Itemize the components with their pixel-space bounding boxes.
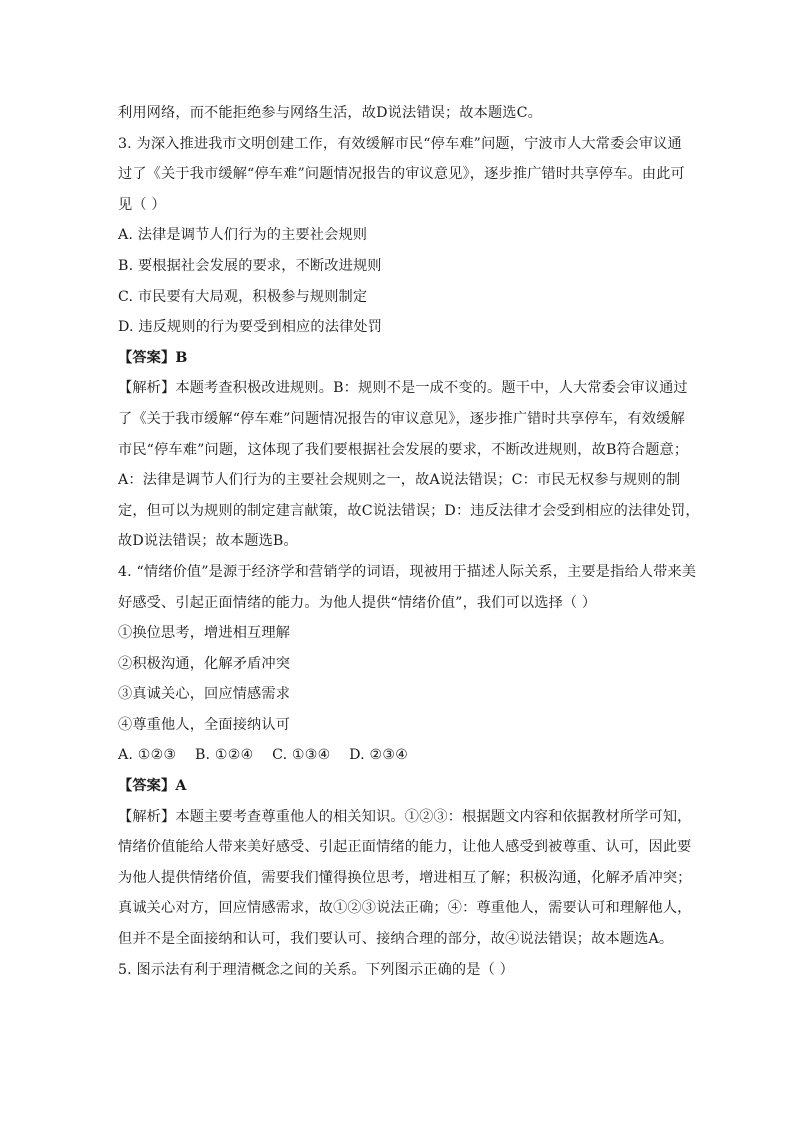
analysis-text: 为他人提供情绪价值，需要我们懂得换位思考，增进相互了解；积极沟通，化解矛盾冲突； bbox=[118, 869, 692, 886]
text-line: 利用网络，而不能拒绝参与网络生活，故D说法错误；故本题选C。 bbox=[118, 105, 542, 121]
document-page bbox=[118, 98, 700, 985]
statement-item: ④尊重他人，全面接纳认可 bbox=[118, 716, 291, 733]
statement-item: ③真诚关心，回应情感需求 bbox=[118, 686, 291, 703]
question-4-stem: 好感受、引起正面情绪的能力。为他人提供“情绪价值”，我们可以选择（ ） bbox=[118, 594, 597, 611]
question-5-stem: 5. 图示法有利于理清概念之间的关系。下列图示正确的是（ ） bbox=[118, 961, 514, 978]
analysis-text: 但并不是全面接纳和认可，我们要认可、接纳合理的部分，故④说法错误；故本题选A。 bbox=[118, 931, 674, 948]
analysis-text: 定，但可以为规则的制定建言献策，故C说法错误；D：违反法律才会受到相应的法律处罚， bbox=[118, 502, 700, 519]
option-a: A. 法律是调节人们行为的主要社会规则 bbox=[118, 227, 368, 244]
answer-label: 【答案】A bbox=[118, 778, 187, 795]
question-3-stem: 见（ ） bbox=[118, 196, 166, 213]
analysis-text: 故D说法错误；故本题选B。 bbox=[118, 533, 298, 550]
analysis-text: 【解析】本题主要考查尊重他人的相关知识。①②③：根据题文内容和依据教材所学可知， bbox=[118, 808, 692, 825]
question-3-stem: 3. 为深入推进我市文明创建工作，有效缓解市民“停车难”问题，宁波市人大常委会审议通 bbox=[118, 135, 682, 152]
analysis-text: 真诚关心对方，回应情感需求，故①②③说法正确；④：尊重他人，需要认可和理解他人， bbox=[118, 900, 692, 917]
analysis-text: A：法律是调节人们行为的主要社会规则之一，故A说法错误；C：市民无权参与规则的制 bbox=[118, 472, 681, 489]
option-b: B. 要根据社会发展的要求，不断改进规则 bbox=[118, 257, 382, 274]
option-d: D. 违反规则的行为要受到相应的法律处罚 bbox=[118, 319, 383, 336]
analysis-text: 市民“停车难”问题，这体现了我们要根据社会发展的要求，不断改进规则，故B符合题意； bbox=[118, 441, 689, 458]
analysis-text: 情绪价值能给人带来美好感受、引起正面情绪的能力，让他人感受到被尊重、认可，因此要 bbox=[118, 839, 692, 856]
analysis-text: 了《关于我市缓解“停车难”问题情况报告的审议意见》，逐步推广错时共享停车，有效缓解 bbox=[118, 410, 685, 427]
options-row: A. ①②③ B. ①②④ C. ①③④ D. ②③④ bbox=[118, 747, 409, 764]
question-3-stem: 过了《关于我市缓解“停车难”问题情况报告的审议意见》，逐步推广错时共享停车。由此可 bbox=[118, 166, 685, 183]
option-c: C. 市民要有大局观，积极参与规则制定 bbox=[118, 288, 368, 305]
statement-item: ②积极沟通，化解矛盾冲突 bbox=[118, 655, 291, 672]
answer-label: 【答案】B bbox=[118, 349, 188, 366]
statement-item: ①换位思考，增进相互理解 bbox=[118, 625, 291, 642]
question-4-stem: 4. “情绪价值”是源于经济学和营销学的词语，现被用于描述人际关系，主要是指给人带来美 bbox=[118, 563, 697, 580]
analysis-text: 【解析】本题考查积极改进规则。B：规则不是一成不变的。题干中，人大常委会审议通过 bbox=[118, 380, 688, 397]
